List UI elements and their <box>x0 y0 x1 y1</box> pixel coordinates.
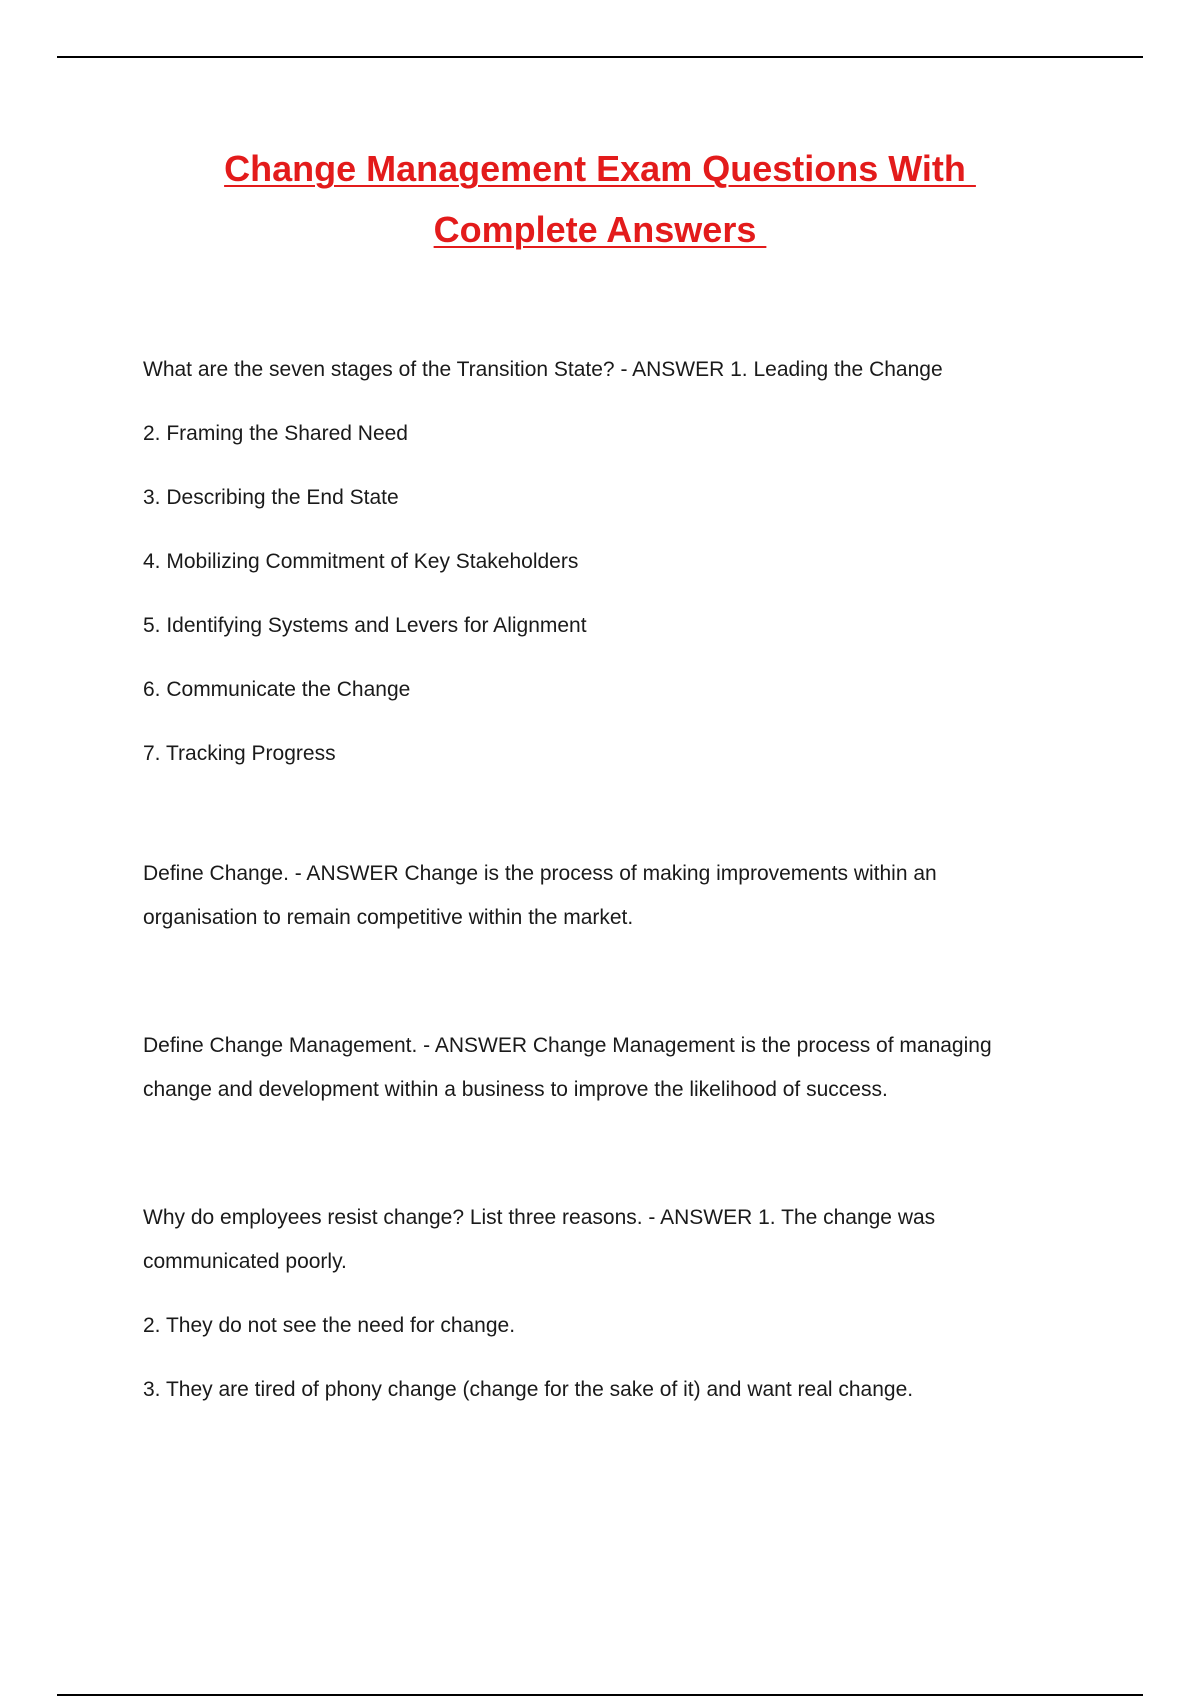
qa-block-resist-change <box>143 1196 1063 1412</box>
answer-item: 2. Framing the Shared Need <box>143 422 408 445</box>
bottom-divider <box>57 1694 1143 1696</box>
question-define-change: Define Change. - ANSWER Change is the process of making improvements within an <box>143 862 937 885</box>
qa-block-transition-stages <box>143 348 1063 776</box>
answer-continuation: organisation to remain competitive within the market. <box>143 906 634 929</box>
answer-item: 4. Mobilizing Commitment of Key Stakeholders <box>143 550 579 573</box>
top-divider <box>57 56 1143 58</box>
answer-continuation: change and development within a business to improve the likelihood of success. <box>143 1078 888 1101</box>
question-transition-stages: What are the seven stages of the Transition State? - ANSWER 1. Leading the Change <box>143 358 943 381</box>
answer-item: 2. They do not see the need for change. <box>143 1314 516 1337</box>
answer-item: 7. Tracking Progress <box>143 742 336 765</box>
question-define-change-management: Define Change Management. - ANSWER Change Management is the process of managing <box>143 1034 992 1057</box>
title-line-1: Change Management Exam Questions With <box>224 148 976 189</box>
qa-block-define-change-management <box>143 1024 1063 1112</box>
qa-block-define-change <box>143 852 1063 940</box>
answer-continuation: communicated poorly. <box>143 1250 347 1273</box>
answer-item: 6. Communicate the Change <box>143 678 411 701</box>
answer-item: 3. Describing the End State <box>143 486 399 509</box>
answer-item: 3. They are tired of phony change (change for the sake of it) and want real change. <box>143 1378 914 1401</box>
answer-item: 5. Identifying Systems and Levers for Alignment <box>143 614 587 637</box>
title-line-2: Complete Answers <box>433 209 767 250</box>
document-body <box>143 348 1063 1412</box>
document-title <box>0 138 1200 260</box>
question-resist-change: Why do employees resist change? List three reasons. - ANSWER 1. The change was <box>143 1206 936 1229</box>
